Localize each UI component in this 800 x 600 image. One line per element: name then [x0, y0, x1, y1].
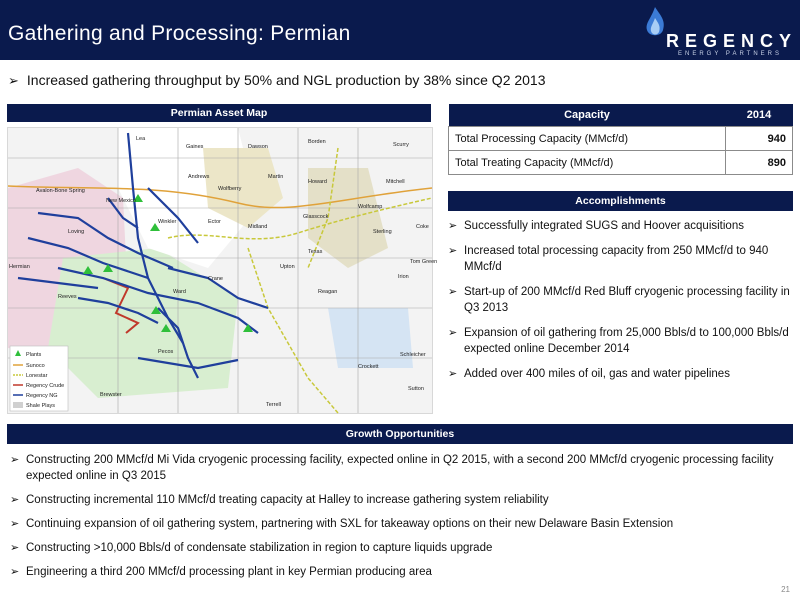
flame-icon [642, 6, 668, 42]
legend-lonestar-label: Lonestar [26, 373, 48, 379]
header-bar [0, 0, 800, 60]
logo-subtitle: ENERGY PARTNERS [678, 51, 783, 57]
map-label: Irion [398, 274, 409, 280]
list-item: ➢ Engineering a third 200 MMcf/d processing plant in key Permian producing area [10, 564, 790, 580]
map-label: Crockett [358, 364, 379, 370]
shale-region-southeast [328, 308, 413, 368]
map-label: Loving [68, 229, 85, 235]
list-item: ➢ Successfully integrated SUGS and Hoover acquisitions [448, 218, 793, 234]
map-label: Martin [268, 174, 284, 180]
map-label: Avalon-Bone Spring [36, 188, 85, 194]
map-label: Brewster [100, 392, 122, 398]
map-label: Crane [208, 276, 223, 282]
capacity-table [448, 104, 793, 175]
growth-list [10, 452, 790, 588]
map-label: Sutton [408, 386, 424, 392]
capacity-table-header-row [449, 104, 793, 127]
capacity-col-header: Capacity [449, 104, 726, 127]
map-heading: Permian Asset Map [7, 104, 431, 122]
lonestar-pipeline-2 [248, 248, 338, 413]
page-number: 21 [781, 585, 790, 594]
arrow-bullet-icon: ➢ [8, 73, 19, 88]
table-row [449, 127, 793, 151]
list-item: ➢ Constructing >10,000 Bbls/d of condensate stabilization in region to capture liquids upgrade [10, 540, 790, 556]
map-label: Howard [308, 179, 327, 185]
accomplishments-heading: Accomplishments [448, 191, 793, 211]
map-label: Reagan [318, 289, 338, 295]
legend-sunoco-label: Sunoco [26, 363, 45, 369]
map-label: Sterling [373, 229, 392, 235]
row-value: 890 [726, 151, 793, 175]
map-label: Ector [208, 219, 221, 225]
map-label: Reeves [58, 294, 77, 300]
legend-plants-label: Plants [26, 352, 42, 358]
table-row [449, 151, 793, 175]
map-legend [10, 346, 68, 411]
row-value: 940 [726, 127, 793, 151]
map-label: Glasscock [303, 214, 329, 220]
legend-ng-label: Regency NG [26, 393, 58, 399]
list-item: ➢ Increased total processing capacity from 250 MMcf/d to 940 MMcf/d [448, 243, 793, 275]
company-logo [634, 6, 798, 58]
map-label: Hermian [9, 264, 30, 270]
growth-heading: Growth Opportunities [7, 424, 793, 444]
list-item: ➢ Start-up of 200 MMcf/d Red Bluff cryogenic processing facility in Q3 2013 [448, 284, 793, 316]
map-label: Schleicher [400, 352, 426, 358]
map-label: Ward [173, 289, 186, 295]
map-label: Dawson [248, 144, 268, 150]
map-label: Lea [136, 136, 146, 142]
map-label: Texas [308, 249, 323, 255]
map-label: Coke [416, 224, 429, 230]
headline [8, 72, 546, 89]
map-label: Andrews [188, 174, 210, 180]
map-label: Mitchell [386, 179, 405, 185]
page-title: Gathering and Processing: Permian [8, 22, 351, 45]
map-label: Gaines [186, 144, 204, 150]
map-label: Tom Green [410, 259, 438, 265]
accomplishments-list [448, 218, 793, 391]
legend-shale-swatch [13, 402, 23, 408]
legend-crude-label: Regency Crude [26, 383, 65, 389]
permian-asset-map [7, 127, 438, 414]
logo-name: REGENCY [666, 31, 798, 51]
map-label: Scurry [393, 142, 409, 148]
list-item: ➢ Expansion of oil gathering from 25,000 Bbls/d to 100,000 Bbls/d expected online December 2014 [448, 325, 793, 357]
map-label: Terrell [266, 402, 281, 408]
shale-region-central [48, 248, 238, 398]
list-item: ➢ Added over 400 miles of oil, gas and water pipelines [448, 366, 793, 382]
list-item: ➢ Constructing incremental 110 MMcf/d treating capacity at Halley to increase gathering system reliability [10, 492, 790, 508]
map-graphic [8, 128, 438, 413]
row-label: Total Treating Capacity (MMcf/d) [449, 151, 726, 175]
row-label: Total Processing Capacity (MMcf/d) [449, 127, 726, 151]
map-label: Wolfcamp [358, 204, 383, 210]
map-label: Upton [280, 264, 295, 270]
map-label: New Mexico [106, 198, 136, 204]
headline-text: Increased gathering throughput by 50% and NGL production by 38% since Q2 2013 [26, 72, 546, 88]
map-label: Winkler [158, 219, 177, 225]
map-label: Midland [248, 224, 268, 230]
map-label: Borden [308, 139, 326, 145]
list-item: ➢ Constructing 200 MMcf/d Mi Vida cryogenic processing facility, expected online in Q2 2015, with a second 200 MMcf/d cryogenic processing facility expected online in Q3 2015 [10, 452, 790, 484]
year-col-header: 2014 [726, 104, 793, 127]
legend-shale-label: Shale Plays [26, 403, 56, 409]
map-label: Pecos [158, 349, 174, 355]
map-label: Wolfberry [218, 186, 242, 192]
list-item: ➢ Continuing expansion of oil gathering system, partnering with SXL for takeaway options on their new Delaware Basin Extension [10, 516, 790, 532]
